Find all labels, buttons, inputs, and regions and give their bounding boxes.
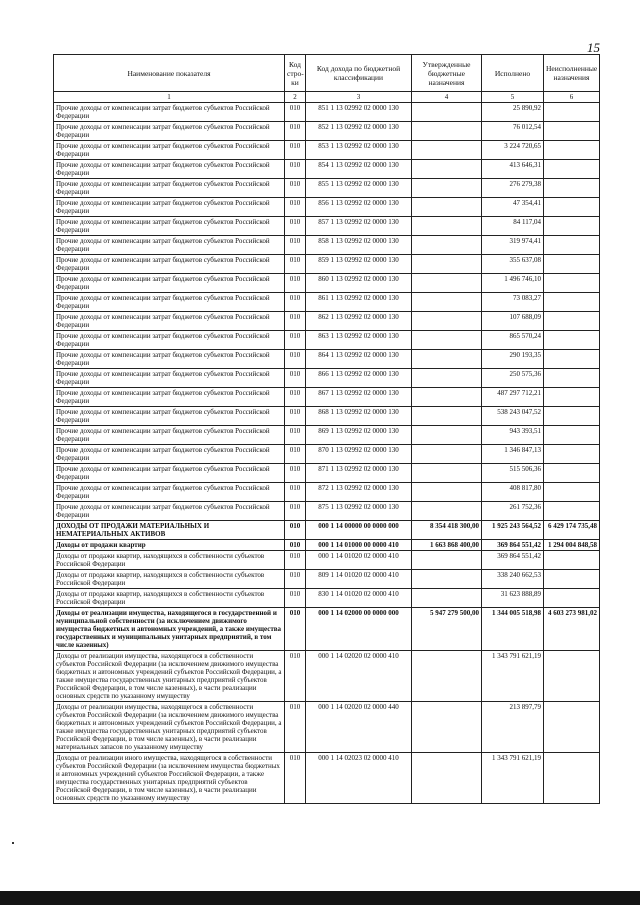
row-name-cell: Доходы от продажи квартир, находящихся в собственности субъектов Российской Федерации [54,570,285,589]
row-name-cell: Прочие доходы от компенсации затрат бюджетов субъектов Российской Федерации [54,198,285,217]
row-name-cell: ДОХОДЫ ОТ ПРОДАЖИ МАТЕРИАЛЬНЫХ И НЕМАТЕРИАЛЬНЫХ АКТИВОВ [54,521,285,540]
table-row [54,483,600,502]
row-approved-cell [412,122,482,141]
row-unexecuted-cell [544,388,600,407]
row-unexecuted-cell [544,293,600,312]
row-unexecuted-cell [544,483,600,502]
row-executed-cell: 31 623 888,89 [482,589,544,608]
column-number: 4 [412,92,482,103]
column-number: 1 [54,92,285,103]
row-code-cell: 866 1 13 02992 02 0000 130 [306,369,412,388]
row-name-cell: Прочие доходы от компенсации затрат бюджетов субъектов Российской Федерации [54,160,285,179]
row-code-cell: 867 1 13 02992 02 0000 130 [306,388,412,407]
row-line-cell: 010 [285,426,306,445]
row-name-cell: Прочие доходы от компенсации затрат бюджетов субъектов Российской Федерации [54,369,285,388]
table-row [54,217,600,236]
row-line-cell: 010 [285,160,306,179]
table-row [54,255,600,274]
row-executed-cell: 1 925 243 564,52 [482,521,544,540]
row-executed-cell: 25 890,92 [482,103,544,122]
row-executed-cell: 276 279,38 [482,179,544,198]
row-executed-cell: 73 083,27 [482,293,544,312]
row-approved-cell [412,407,482,426]
row-name-cell: Прочие доходы от компенсации затрат бюджетов субъектов Российской Федерации [54,426,285,445]
header-name: Наименование показателя [54,55,285,92]
row-code-cell: 863 1 13 02992 02 0000 130 [306,331,412,350]
row-code-cell: 860 1 13 02992 02 0000 130 [306,274,412,293]
column-number: 6 [544,92,600,103]
row-unexecuted-cell [544,426,600,445]
row-approved-cell [412,589,482,608]
row-line-cell: 010 [285,753,306,804]
row-unexecuted-cell [544,570,600,589]
row-executed-cell: 319 974,41 [482,236,544,255]
row-code-cell: 872 1 13 02992 02 0000 130 [306,483,412,502]
row-executed-cell: 408 817,80 [482,483,544,502]
column-number: 2 [285,92,306,103]
row-approved-cell [412,570,482,589]
row-name-cell: Прочие доходы от компенсации затрат бюджетов субъектов Российской Федерации [54,388,285,407]
row-name-cell: Прочие доходы от компенсации затрат бюджетов субъектов Российской Федерации [54,502,285,521]
row-line-cell: 010 [285,255,306,274]
table-row [54,103,600,122]
row-code-cell: 859 1 13 02992 02 0000 130 [306,255,412,274]
row-line-cell: 010 [285,122,306,141]
row-unexecuted-cell [544,464,600,483]
table-row [54,331,600,350]
row-code-cell: 000 1 14 00000 00 0000 000 [306,521,412,540]
table-row [54,570,600,589]
column-number-row [54,92,600,103]
row-unexecuted-cell [544,255,600,274]
row-unexecuted-cell: 4 603 273 981,02 [544,608,600,651]
row-executed-cell: 213 897,79 [482,702,544,753]
row-unexecuted-cell [544,407,600,426]
row-code-cell: 868 1 13 02992 02 0000 130 [306,407,412,426]
row-code-cell: 855 1 13 02992 02 0000 130 [306,179,412,198]
row-code-cell: 871 1 13 02992 02 0000 130 [306,464,412,483]
row-code-cell: 000 1 14 01000 00 0000 410 [306,540,412,551]
row-name-cell: Доходы от продажи квартир, находящихся в собственности субъектов Российской Федерации [54,551,285,570]
row-unexecuted-cell: 1 294 004 848,58 [544,540,600,551]
row-unexecuted-cell [544,274,600,293]
row-unexecuted-cell [544,551,600,570]
row-line-cell: 010 [285,589,306,608]
table-row [54,540,600,551]
row-line-cell: 010 [285,369,306,388]
row-approved-cell [412,312,482,331]
row-unexecuted-cell [544,331,600,350]
row-approved-cell [412,350,482,369]
row-executed-cell: 487 297 712,21 [482,388,544,407]
row-line-cell: 010 [285,445,306,464]
row-approved-cell [412,426,482,445]
row-unexecuted-cell [544,445,600,464]
row-executed-cell: 47 354,41 [482,198,544,217]
row-line-cell: 010 [285,388,306,407]
row-code-cell: 857 1 13 02992 02 0000 130 [306,217,412,236]
table-row [54,350,600,369]
row-approved-cell [412,483,482,502]
row-executed-cell: 1 343 791 621,19 [482,753,544,804]
row-approved-cell [412,369,482,388]
row-unexecuted-cell [544,236,600,255]
row-name-cell: Прочие доходы от компенсации затрат бюджетов субъектов Российской Федерации [54,483,285,502]
row-executed-cell: 369 864 551,42 [482,551,544,570]
table-row [54,464,600,483]
row-approved-cell [412,179,482,198]
row-code-cell: 858 1 13 02992 02 0000 130 [306,236,412,255]
row-name-cell: Прочие доходы от компенсации затрат бюджетов субъектов Российской Федерации [54,255,285,274]
row-code-cell: 809 1 14 01020 02 0000 410 [306,570,412,589]
row-approved-cell: 1 663 868 400,00 [412,540,482,551]
table-row [54,608,600,651]
row-line-cell: 010 [285,141,306,160]
row-unexecuted-cell [544,179,600,198]
row-name-cell: Прочие доходы от компенсации затрат бюджетов субъектов Российской Федерации [54,407,285,426]
row-code-cell: 864 1 13 02992 02 0000 130 [306,350,412,369]
row-line-cell: 010 [285,274,306,293]
row-line-cell: 010 [285,312,306,331]
row-line-cell: 010 [285,217,306,236]
row-code-cell: 830 1 14 01020 02 0000 410 [306,589,412,608]
row-approved-cell: 8 354 418 300,00 [412,521,482,540]
table-row [54,753,600,804]
row-executed-cell: 250 575,36 [482,369,544,388]
row-executed-cell: 1 346 847,13 [482,445,544,464]
table-row [54,198,600,217]
row-executed-cell: 1 344 005 518,98 [482,608,544,651]
row-approved-cell [412,236,482,255]
row-line-cell: 010 [285,464,306,483]
header-approved: Утвержденные бюджетные назначения [412,55,482,92]
table-row [54,312,600,331]
column-number: 5 [482,92,544,103]
row-code-cell: 862 1 13 02992 02 0000 130 [306,312,412,331]
row-unexecuted-cell: 6 429 174 735,48 [544,521,600,540]
row-name-cell: Доходы от продажи квартир, находящихся в собственности субъектов Российской Федерации [54,589,285,608]
row-name-cell: Прочие доходы от компенсации затрат бюджетов субъектов Российской Федерации [54,445,285,464]
row-name-cell: Прочие доходы от компенсации затрат бюджетов субъектов Российской Федерации [54,350,285,369]
row-line-cell: 010 [285,702,306,753]
table-row [54,589,600,608]
row-approved-cell [412,293,482,312]
row-code-cell: 000 1 14 02020 02 0000 440 [306,702,412,753]
row-executed-cell: 76 012,54 [482,122,544,141]
header-executed: Исполнено [482,55,544,92]
page-number: 15 [587,40,600,55]
row-line-cell: 010 [285,331,306,350]
row-line-cell: 010 [285,198,306,217]
table-row [54,502,600,521]
table-body [54,103,600,804]
table-row [54,651,600,702]
row-name-cell: Прочие доходы от компенсации затрат бюджетов субъектов Российской Федерации [54,122,285,141]
row-approved-cell [412,255,482,274]
row-approved-cell [412,103,482,122]
table-row [54,702,600,753]
row-approved-cell [412,198,482,217]
row-executed-cell: 943 393,51 [482,426,544,445]
row-code-cell: 856 1 13 02992 02 0000 130 [306,198,412,217]
row-line-cell: 010 [285,350,306,369]
row-unexecuted-cell [544,589,600,608]
row-executed-cell: 84 117,04 [482,217,544,236]
row-line-cell: 010 [285,236,306,255]
row-approved-cell [412,551,482,570]
row-unexecuted-cell [544,502,600,521]
row-executed-cell: 865 570,24 [482,331,544,350]
row-line-cell: 010 [285,651,306,702]
row-approved-cell [412,753,482,804]
row-unexecuted-cell [544,369,600,388]
row-line-cell: 010 [285,570,306,589]
row-line-cell: 010 [285,608,306,651]
row-approved-cell: 5 947 279 500,00 [412,608,482,651]
row-code-cell: 852 1 13 02992 02 0000 130 [306,122,412,141]
row-approved-cell [412,445,482,464]
table-row [54,445,600,464]
row-executed-cell: 338 240 662,53 [482,570,544,589]
row-line-cell: 010 [285,103,306,122]
row-executed-cell: 290 193,35 [482,350,544,369]
row-executed-cell: 107 688,09 [482,312,544,331]
row-approved-cell [412,331,482,350]
row-executed-cell: 413 646,31 [482,160,544,179]
row-name-cell: Прочие доходы от компенсации затрат бюджетов субъектов Российской Федерации [54,312,285,331]
header-line: Код стро- ки [285,55,306,92]
row-code-cell: 851 1 13 02992 02 0000 130 [306,103,412,122]
row-code-cell: 861 1 13 02992 02 0000 130 [306,293,412,312]
row-unexecuted-cell [544,753,600,804]
row-unexecuted-cell [544,122,600,141]
table-row [54,407,600,426]
table-row [54,388,600,407]
row-line-cell: 010 [285,483,306,502]
row-name-cell: Прочие доходы от компенсации затрат бюджетов субъектов Российской Федерации [54,464,285,483]
row-approved-cell [412,702,482,753]
row-executed-cell: 515 506,36 [482,464,544,483]
table-row [54,369,600,388]
row-unexecuted-cell [544,103,600,122]
row-name-cell: Прочие доходы от компенсации затрат бюджетов субъектов Российской Федерации [54,141,285,160]
row-line-cell: 010 [285,540,306,551]
row-line-cell: 010 [285,293,306,312]
scan-bottom-edge [0,891,640,905]
row-line-cell: 010 [285,551,306,570]
header-row [54,55,600,92]
table-row [54,141,600,160]
revenue-report-table [53,54,600,804]
row-executed-cell: 538 243 047,52 [482,407,544,426]
table-row [54,293,600,312]
row-name-cell: Прочие доходы от компенсации затрат бюджетов субъектов Российской Федерации [54,217,285,236]
row-executed-cell: 1 496 746,10 [482,274,544,293]
table-row [54,551,600,570]
row-name-cell: Прочие доходы от компенсации затрат бюджетов субъектов Российской Федерации [54,179,285,198]
row-approved-cell [412,464,482,483]
row-approved-cell [412,502,482,521]
row-code-cell: 869 1 13 02992 02 0000 130 [306,426,412,445]
row-executed-cell: 261 752,36 [482,502,544,521]
row-name-cell: Прочие доходы от компенсации затрат бюджетов субъектов Российской Федерации [54,331,285,350]
row-name-cell: Прочие доходы от компенсации затрат бюджетов субъектов Российской Федерации [54,236,285,255]
row-unexecuted-cell [544,651,600,702]
row-name-cell: Доходы от продажи квартир [54,540,285,551]
row-name-cell: Прочие доходы от компенсации затрат бюджетов субъектов Российской Федерации [54,274,285,293]
row-line-cell: 010 [285,502,306,521]
row-approved-cell [412,217,482,236]
table-row [54,274,600,293]
table-row [54,179,600,198]
row-unexecuted-cell [544,160,600,179]
row-approved-cell [412,274,482,293]
row-unexecuted-cell [544,702,600,753]
row-line-cell: 010 [285,521,306,540]
row-unexecuted-cell [544,198,600,217]
row-code-cell: 854 1 13 02992 02 0000 130 [306,160,412,179]
row-code-cell: 853 1 13 02992 02 0000 130 [306,141,412,160]
row-code-cell: 870 1 13 02992 02 0000 130 [306,445,412,464]
row-unexecuted-cell [544,350,600,369]
row-code-cell: 000 1 14 01020 02 0000 410 [306,551,412,570]
row-line-cell: 010 [285,407,306,426]
row-executed-cell: 355 637,08 [482,255,544,274]
row-unexecuted-cell [544,141,600,160]
row-code-cell: 000 1 14 02000 00 0000 000 [306,608,412,651]
row-name-cell: Прочие доходы от компенсации затрат бюджетов субъектов Российской Федерации [54,293,285,312]
row-name-cell: Прочие доходы от компенсации затрат бюджетов субъектов Российской Федерации [54,103,285,122]
header-unexecuted: Неисполненные назначения [544,55,600,92]
column-number: 3 [306,92,412,103]
row-name-cell: Доходы от реализации иного имущества, находящегося в собственности субъектов Российской Федерации (за исключением имущества бюджетных и автономных учреждений субъектов Российской Федерации, а также имущества государственных унитарных предприятий субъектов Российской Федерации, в том числе казенных), в части реализации основных средств по указанному имуществу [54,753,285,804]
row-name-cell: Доходы от реализации имущества, находящегося в государственной и муниципальной собственности (за исключением движимого имущества бюджетных и автономных учреждений, а также имущества государственных и муниципальных унитарных предприятий, в том числе казенных) [54,608,285,651]
row-approved-cell [412,141,482,160]
row-name-cell: Доходы от реализации имущества, находящегося в собственности субъектов Российской Федерации (за исключением движимого имущества бюджетных и автономных учреждений субъектов Российской Федерации, а также имущества государственных унитарных предприятий субъектов Российской Федерации, в том числе казенных), в части реализации основных средств по указанному имуществу [54,651,285,702]
row-executed-cell: 369 864 551,42 [482,540,544,551]
row-code-cell: 000 1 14 02023 02 0000 410 [306,753,412,804]
table-row [54,122,600,141]
row-executed-cell: 1 343 791 621,19 [482,651,544,702]
row-code-cell: 875 1 13 02992 02 0000 130 [306,502,412,521]
scan-speck [12,842,14,844]
row-approved-cell [412,160,482,179]
table-row [54,160,600,179]
row-code-cell: 000 1 14 02020 02 0000 410 [306,651,412,702]
row-name-cell: Доходы от реализации имущества, находящегося в собственности субъектов Российской Федерации (за исключением движимого имущества бюджетных и автономных учреждений субъектов Российской Федерации, а также имущества государственных унитарных предприятий субъектов Российской Федерации, в том числе казенных), в части реализации материальных запасов по указанному имуществу [54,702,285,753]
table-row [54,426,600,445]
row-unexecuted-cell [544,217,600,236]
table-row [54,521,600,540]
row-approved-cell [412,651,482,702]
table-row [54,236,600,255]
header-code: Код дохода по бюджетной классификации [306,55,412,92]
row-executed-cell: 3 224 720,65 [482,141,544,160]
row-line-cell: 010 [285,179,306,198]
row-approved-cell [412,388,482,407]
row-unexecuted-cell [544,312,600,331]
